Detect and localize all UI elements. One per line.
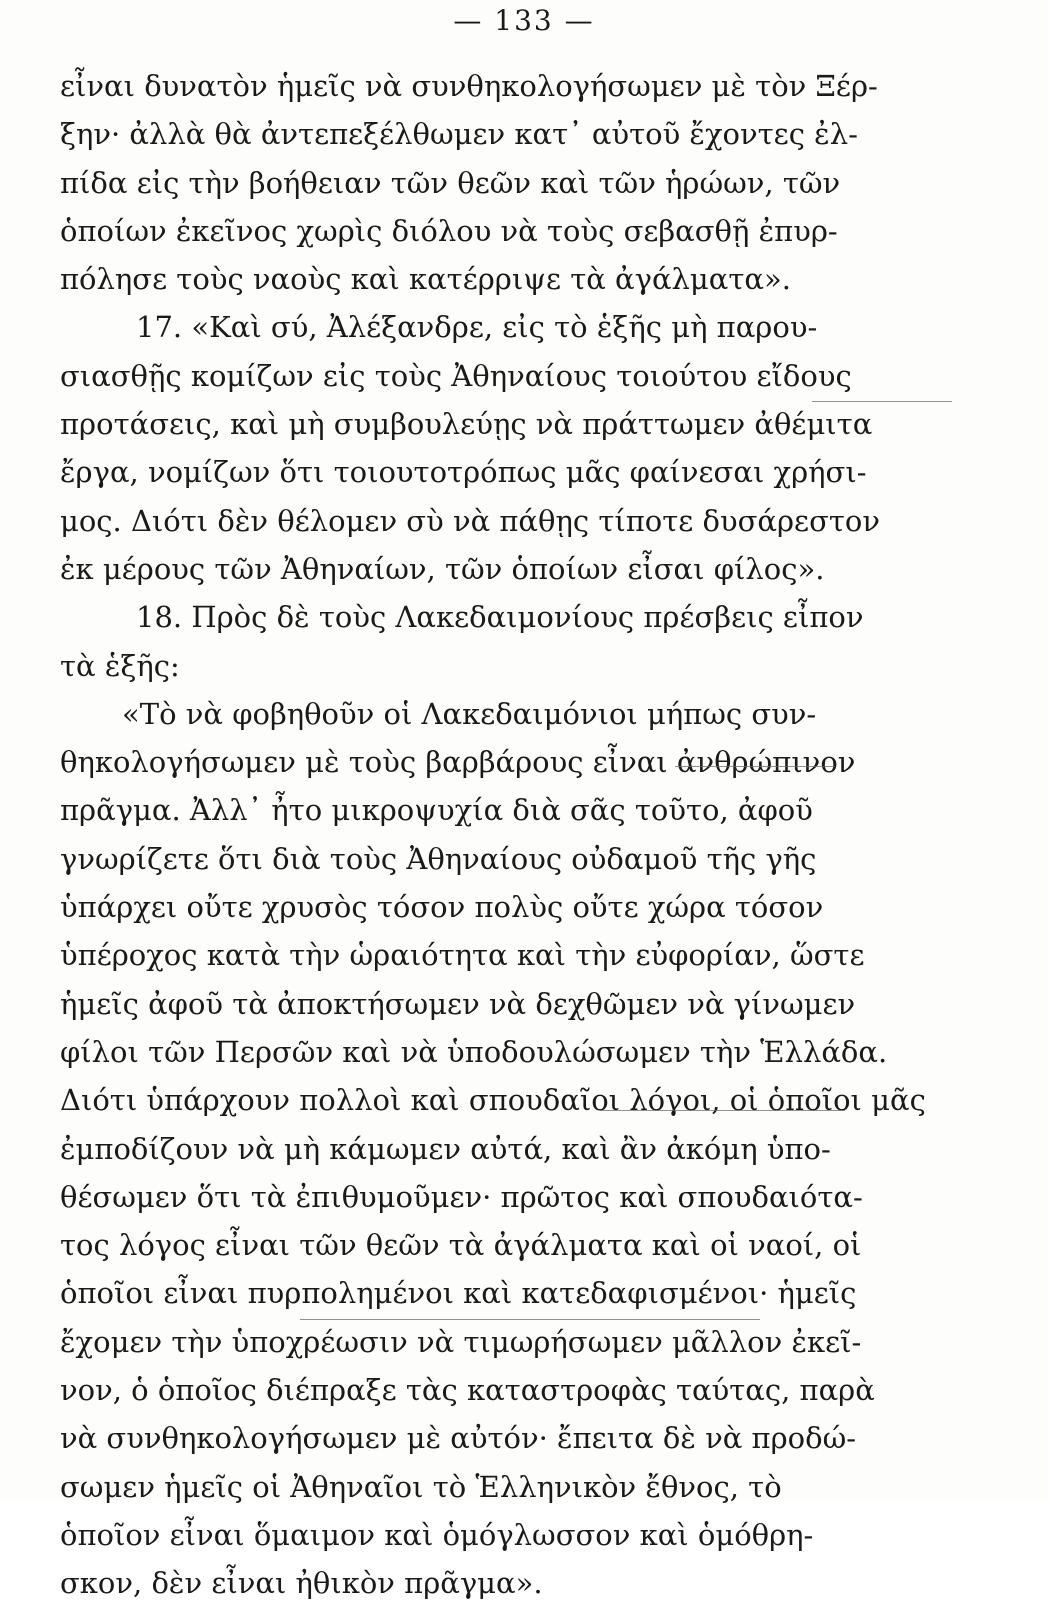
text-line: γνωρίζετε ὅτι διὰ τοὺς Ἀθηναίους οὐδαμοῦ τῆς γῆς xyxy=(60,841,817,876)
text-line: νὰ συνθηκολογήσωμεν μὲ αὐτόν· ἔπειτα δὲ νὰ προδώ- xyxy=(60,1421,857,1456)
text-line: ὁποῖον εἶναι ὅμαιμον καὶ ὁμόγλωσσον καὶ ὁμόθρη- xyxy=(60,1517,814,1552)
text-line: ἔργα, νομίζων ὅτι τοιουτοτρόπως μᾶς φαίνεσαι χρήσι- xyxy=(60,455,867,490)
text-line: θηκολογήσωμεν μὲ τοὺς βαρβάρους εἶναι ἀνθρώπινον xyxy=(60,745,856,780)
text-line: εἶναι δυνατὸν ἡμεῖς νὰ συνθηκολογήσωμεν μὲ τὸν Ξέρ- xyxy=(60,69,878,103)
text-line: τος λόγος εἶναι τῶν θεῶν τὰ ἀγάλματα καὶ οἱ ναοί, οἱ xyxy=(60,1228,862,1263)
text-line: ἡμεῖς ἀφοῦ τὰ ἀποκτήσωμεν νὰ δεχθῶμεν νὰ γίνωμεν xyxy=(60,986,856,1021)
text-line: νον, ὁ ὁποῖος διέπραξε τὰς καταστροφὰς ταύτας, παρὰ xyxy=(60,1373,875,1408)
text-line: πίδα εἰς τὴν βοήθειαν τῶν θεῶν καὶ τῶν ἡρώων, τῶν xyxy=(60,165,841,200)
pencil-underline xyxy=(675,766,835,767)
text-line: σιασθῇς κομίζων εἰς τοὺς Ἀθηναίους τοιούτου εἴδους xyxy=(60,358,852,393)
text-line: τὰ ἑξῆς: xyxy=(60,648,180,683)
text-line: ἐκ μέρους τῶν Ἀθηναίων, τῶν ὁποίων εἶσαι φίλος». xyxy=(60,551,825,586)
text-line: ὁποίων ἐκεῖνος χωρὶς διόλου νὰ τοὺς σεβασθῇ ἐπυρ- xyxy=(60,213,838,248)
text-line: σωμεν ἡμεῖς οἱ Ἀθηναῖοι τὸ Ἑλληνικὸν ἔθνος, τὸ xyxy=(60,1469,782,1504)
text-line: πρᾶγμα. Ἀλλ᾽ ἦτο μικροψυχία διὰ σᾶς τοῦτο, ἀφοῦ xyxy=(60,793,813,828)
pencil-underline xyxy=(300,1319,760,1320)
text-line: ἐμποδίζουν νὰ μὴ κάμωμεν αὐτά, καὶ ἂν ἀκόμη ὑπο- xyxy=(60,1131,831,1166)
text-line: ὑπάρχει οὔτε χρυσὸς τόσον πολὺς οὔτε χώρα τόσον xyxy=(60,890,824,925)
text-line: ὑπέροχος κατὰ τὴν ὡραιότητα καὶ τὴν εὐφορίαν, ὥστε xyxy=(60,938,865,973)
text-line: Διότι ὑπάρχουν πολλοὶ καὶ σπουδαῖοι λόγοι, οἱ ὁποῖοι μᾶς xyxy=(60,1083,926,1118)
page-number: — 133 — xyxy=(453,4,595,37)
body-text xyxy=(60,62,955,1608)
paragraph-18-start: 18. Πρὸς δὲ τοὺς Λακεδαιμονίους πρέσβεις εἶπον xyxy=(136,600,864,635)
pencil-underline xyxy=(812,401,952,402)
quote-start: «Τὸ νὰ φοβηθοῦν οἱ Λακεδαιμόνιοι μήπως συν- xyxy=(122,696,817,731)
text-line: προτάσεις, καὶ μὴ συμβουλεύῃς νὰ πράττωμεν ἀθέμιτα xyxy=(60,407,873,442)
text-line: πόλησε τοὺς ναοὺς καὶ κατέρριψε τὰ ἀγάλματα». xyxy=(60,262,791,297)
text-line: φίλοι τῶν Περσῶν καὶ νὰ ὑποδουλώσωμεν τὴν Ἑλλάδα. xyxy=(60,1034,888,1069)
paragraph-17-start: 17. «Καὶ σύ, Ἀλέξανδρε, εἰς τὸ ἑξῆς μὴ παρου- xyxy=(136,310,818,345)
text-line: μος. Διότι δὲν θέλομεν σὺ νὰ πάθῃς τίποτε δυσάρεστον xyxy=(60,503,881,538)
text-line: θέσωμεν ὅτι τὰ ἐπιθυμοῦμεν· πρῶτος καὶ σπουδαιότα- xyxy=(60,1179,863,1214)
text-line: σκον, δὲν εἶναι ἠθικὸν πρᾶγμα». xyxy=(60,1566,543,1601)
text-line: ὁποῖοι εἶναι πυρπολημένοι καὶ κατεδαφισμένοι· ἡμεῖς xyxy=(60,1276,857,1311)
text-line: ἔχομεν τὴν ὑποχρέωσιν νὰ τιμωρήσωμεν μᾶλλον ἐκεῖ- xyxy=(60,1324,862,1359)
text-line: ξην· ἀλλὰ θὰ ἀντεπεξέλθωμεν κατ᾽ αὐτοῦ ἔχοντες ἐλ- xyxy=(60,117,858,152)
pencil-underline xyxy=(600,1110,845,1111)
